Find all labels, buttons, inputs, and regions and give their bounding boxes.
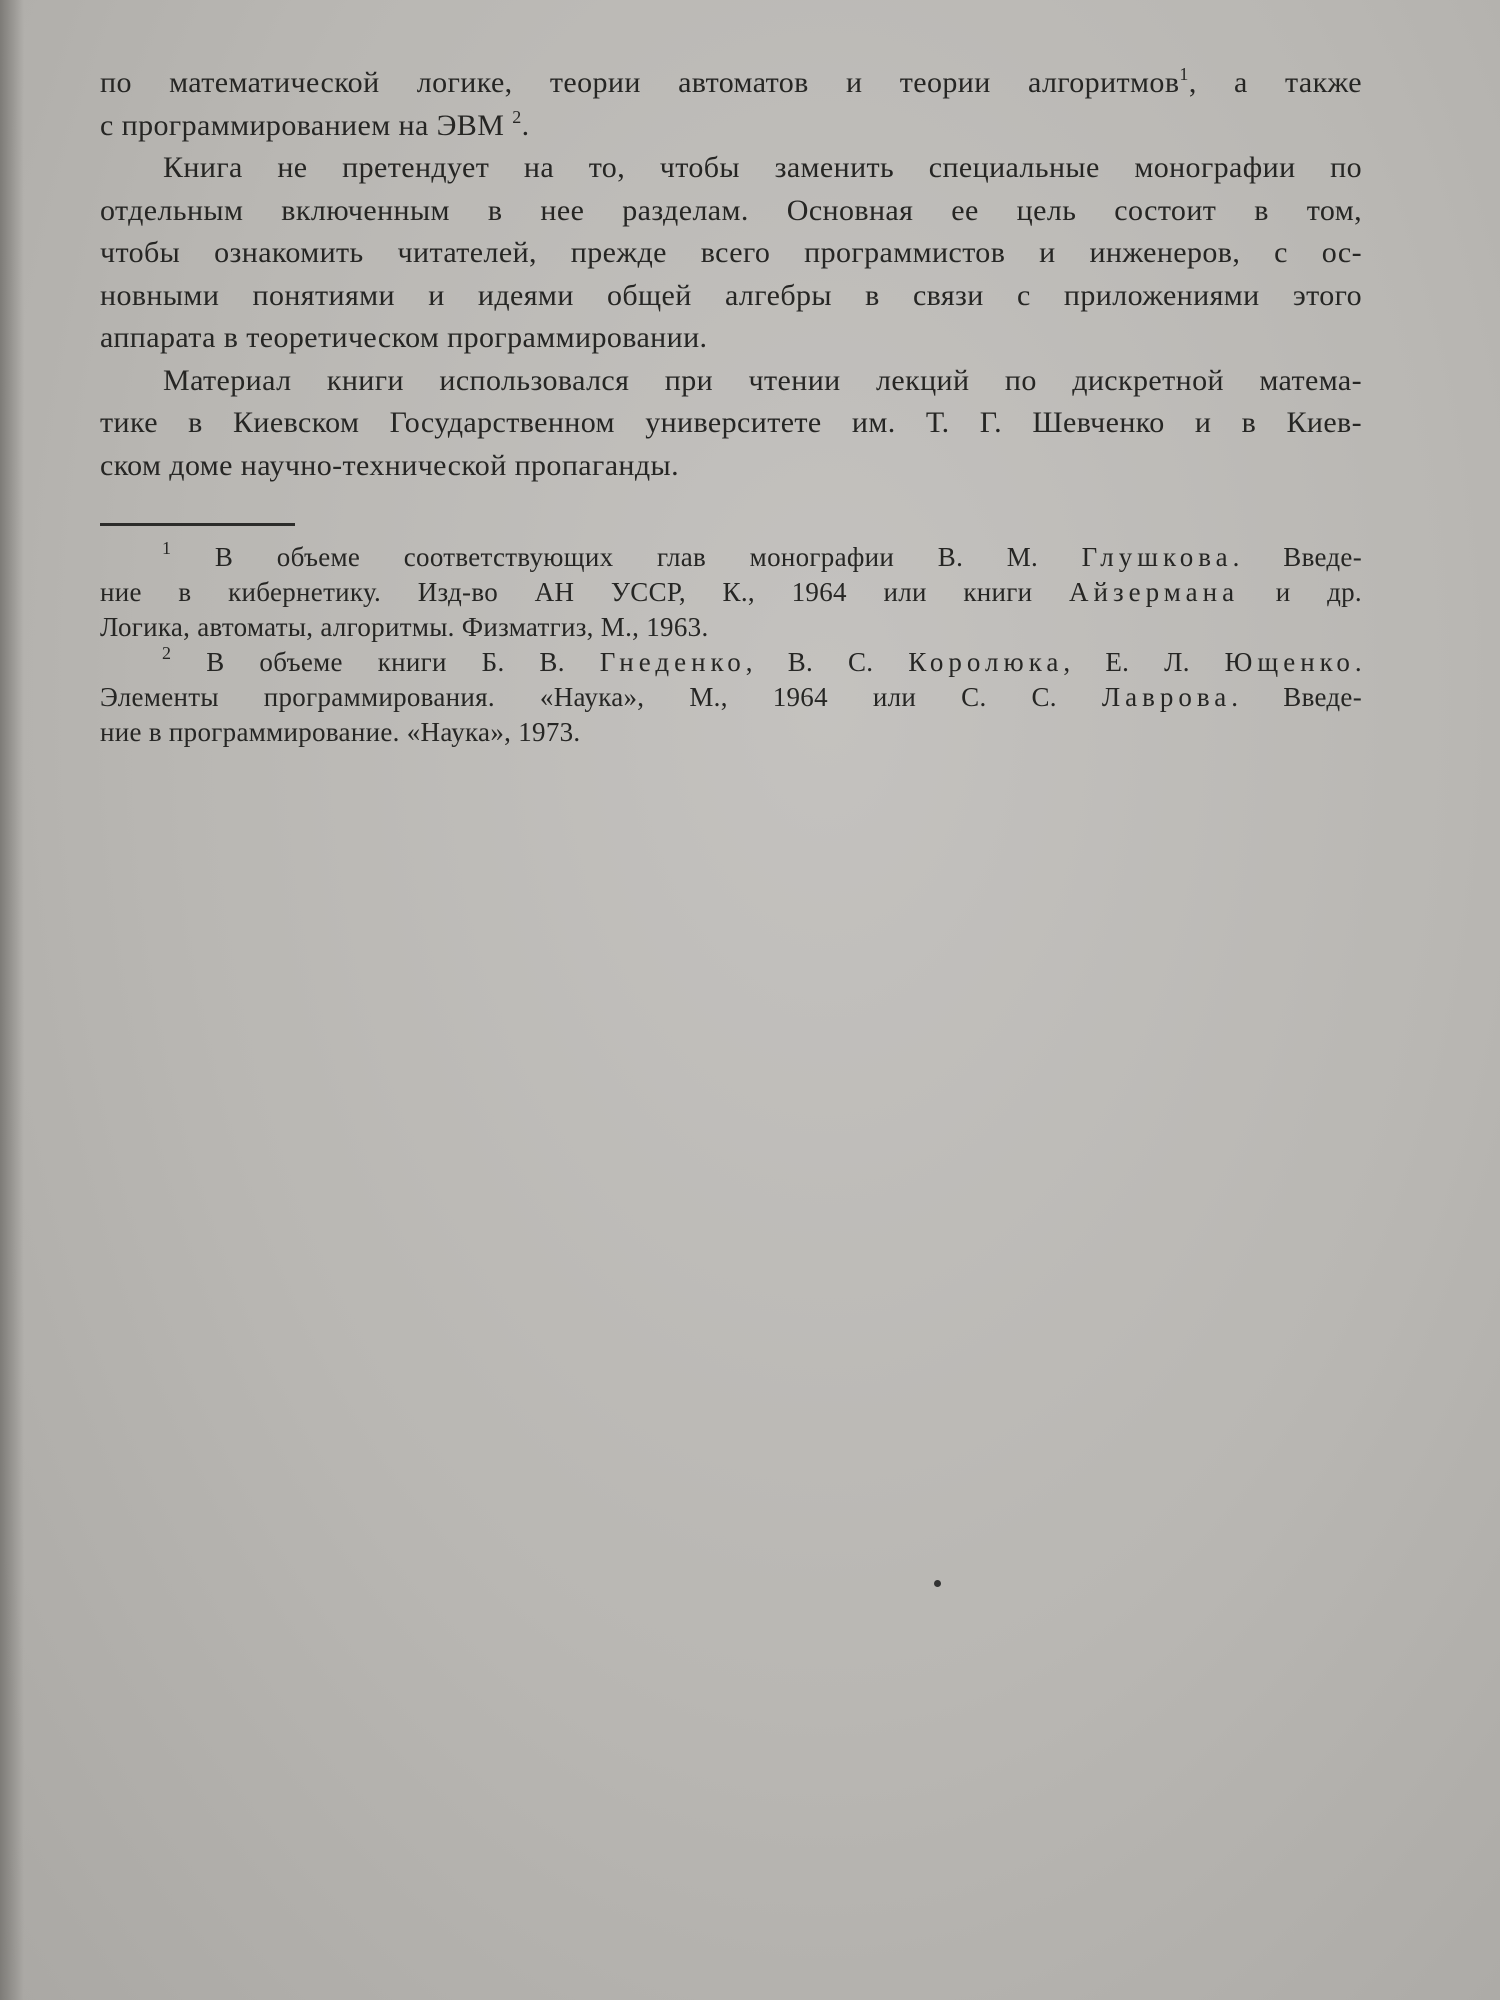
- text-span: с программированием на ЭВМ: [100, 108, 505, 142]
- text-span: , В. С.: [745, 647, 874, 677]
- text-span: .: [1354, 647, 1362, 677]
- text-span: , Е. Л.: [1063, 647, 1190, 677]
- footnote1-line2: [100, 575, 1362, 610]
- footnote2-line2: [100, 680, 1362, 715]
- footnote2-line3: ние в программирование. «Наука», 1973.: [100, 717, 581, 747]
- footnote-number-1: 1: [162, 538, 172, 558]
- footnote1-line3: Логика, автоматы, алгоритмы. Физматгиз, М., 1963.: [100, 612, 709, 642]
- text-span: .: [521, 108, 530, 142]
- footnote-separator: [100, 523, 295, 526]
- footnote1-line1: [100, 540, 1362, 575]
- footnote-number-2: 2: [162, 643, 172, 663]
- author-name: Королюка: [908, 647, 1064, 677]
- paragraph3-line3: ском доме научно-технической пропаганды.: [100, 448, 679, 482]
- text-span: по математической логике, теории автоматов и теории алгоритмов: [100, 66, 1180, 99]
- author-name: Айзермана: [1069, 577, 1240, 607]
- paragraph1-line2: [100, 105, 1362, 148]
- page-gutter-shadow: [0, 0, 24, 2000]
- text-span: ние в кибернетику. Изд-во АН УССР, К., 1964 или книги: [100, 577, 1033, 607]
- paper-speck: [934, 1580, 941, 1587]
- paragraph2-line1: Книга не претендует на то, чтобы заменить специальные монографии по: [163, 151, 1362, 184]
- paragraph2-line5: аппарата в теоретическом программировании.: [100, 321, 708, 354]
- main-text: [100, 62, 1362, 750]
- author-name: Лаврова: [1101, 682, 1232, 712]
- text-span: Элементы программирования. «Наука», М., 1964 или С. С.: [100, 682, 1057, 712]
- footnote-ref-1: 1: [1179, 64, 1189, 84]
- paragraph1-line1: [100, 62, 1362, 105]
- text-span: , а также: [1188, 66, 1362, 99]
- author-name: Гнеденко: [599, 647, 746, 677]
- text-span: и др.: [1275, 577, 1362, 607]
- paragraph3-line1: Материал книги использовался при чтении лекций по дискретной матема-: [163, 363, 1362, 397]
- footnote-ref-2: 2: [512, 106, 522, 127]
- footnote2-line1: [100, 645, 1362, 680]
- paragraph2-line3: чтобы ознакомить читателей, прежде всего программистов и инженеров, с ос-: [100, 236, 1362, 269]
- text-span: В объеме соответствующих глав монографии В. М.: [214, 542, 1039, 572]
- paragraph2-line4: новными понятиями и идеями общей алгебры в связи с приложениями этого: [100, 278, 1362, 312]
- author-name: Глушкова: [1081, 542, 1233, 572]
- text-span: . Введе-: [1232, 542, 1362, 572]
- text-span: В объеме книги Б. В.: [206, 647, 565, 677]
- paragraph3-line2: тике в Киевском Государственном университете им. Т. Г. Шевченко и в Киев-: [100, 406, 1362, 439]
- author-name: Ющенко: [1224, 647, 1355, 677]
- text-span: . Введе-: [1231, 682, 1362, 712]
- paragraph2-line2: отдельным включенным в нее разделам. Основная ее цель состоит в том,: [100, 193, 1362, 227]
